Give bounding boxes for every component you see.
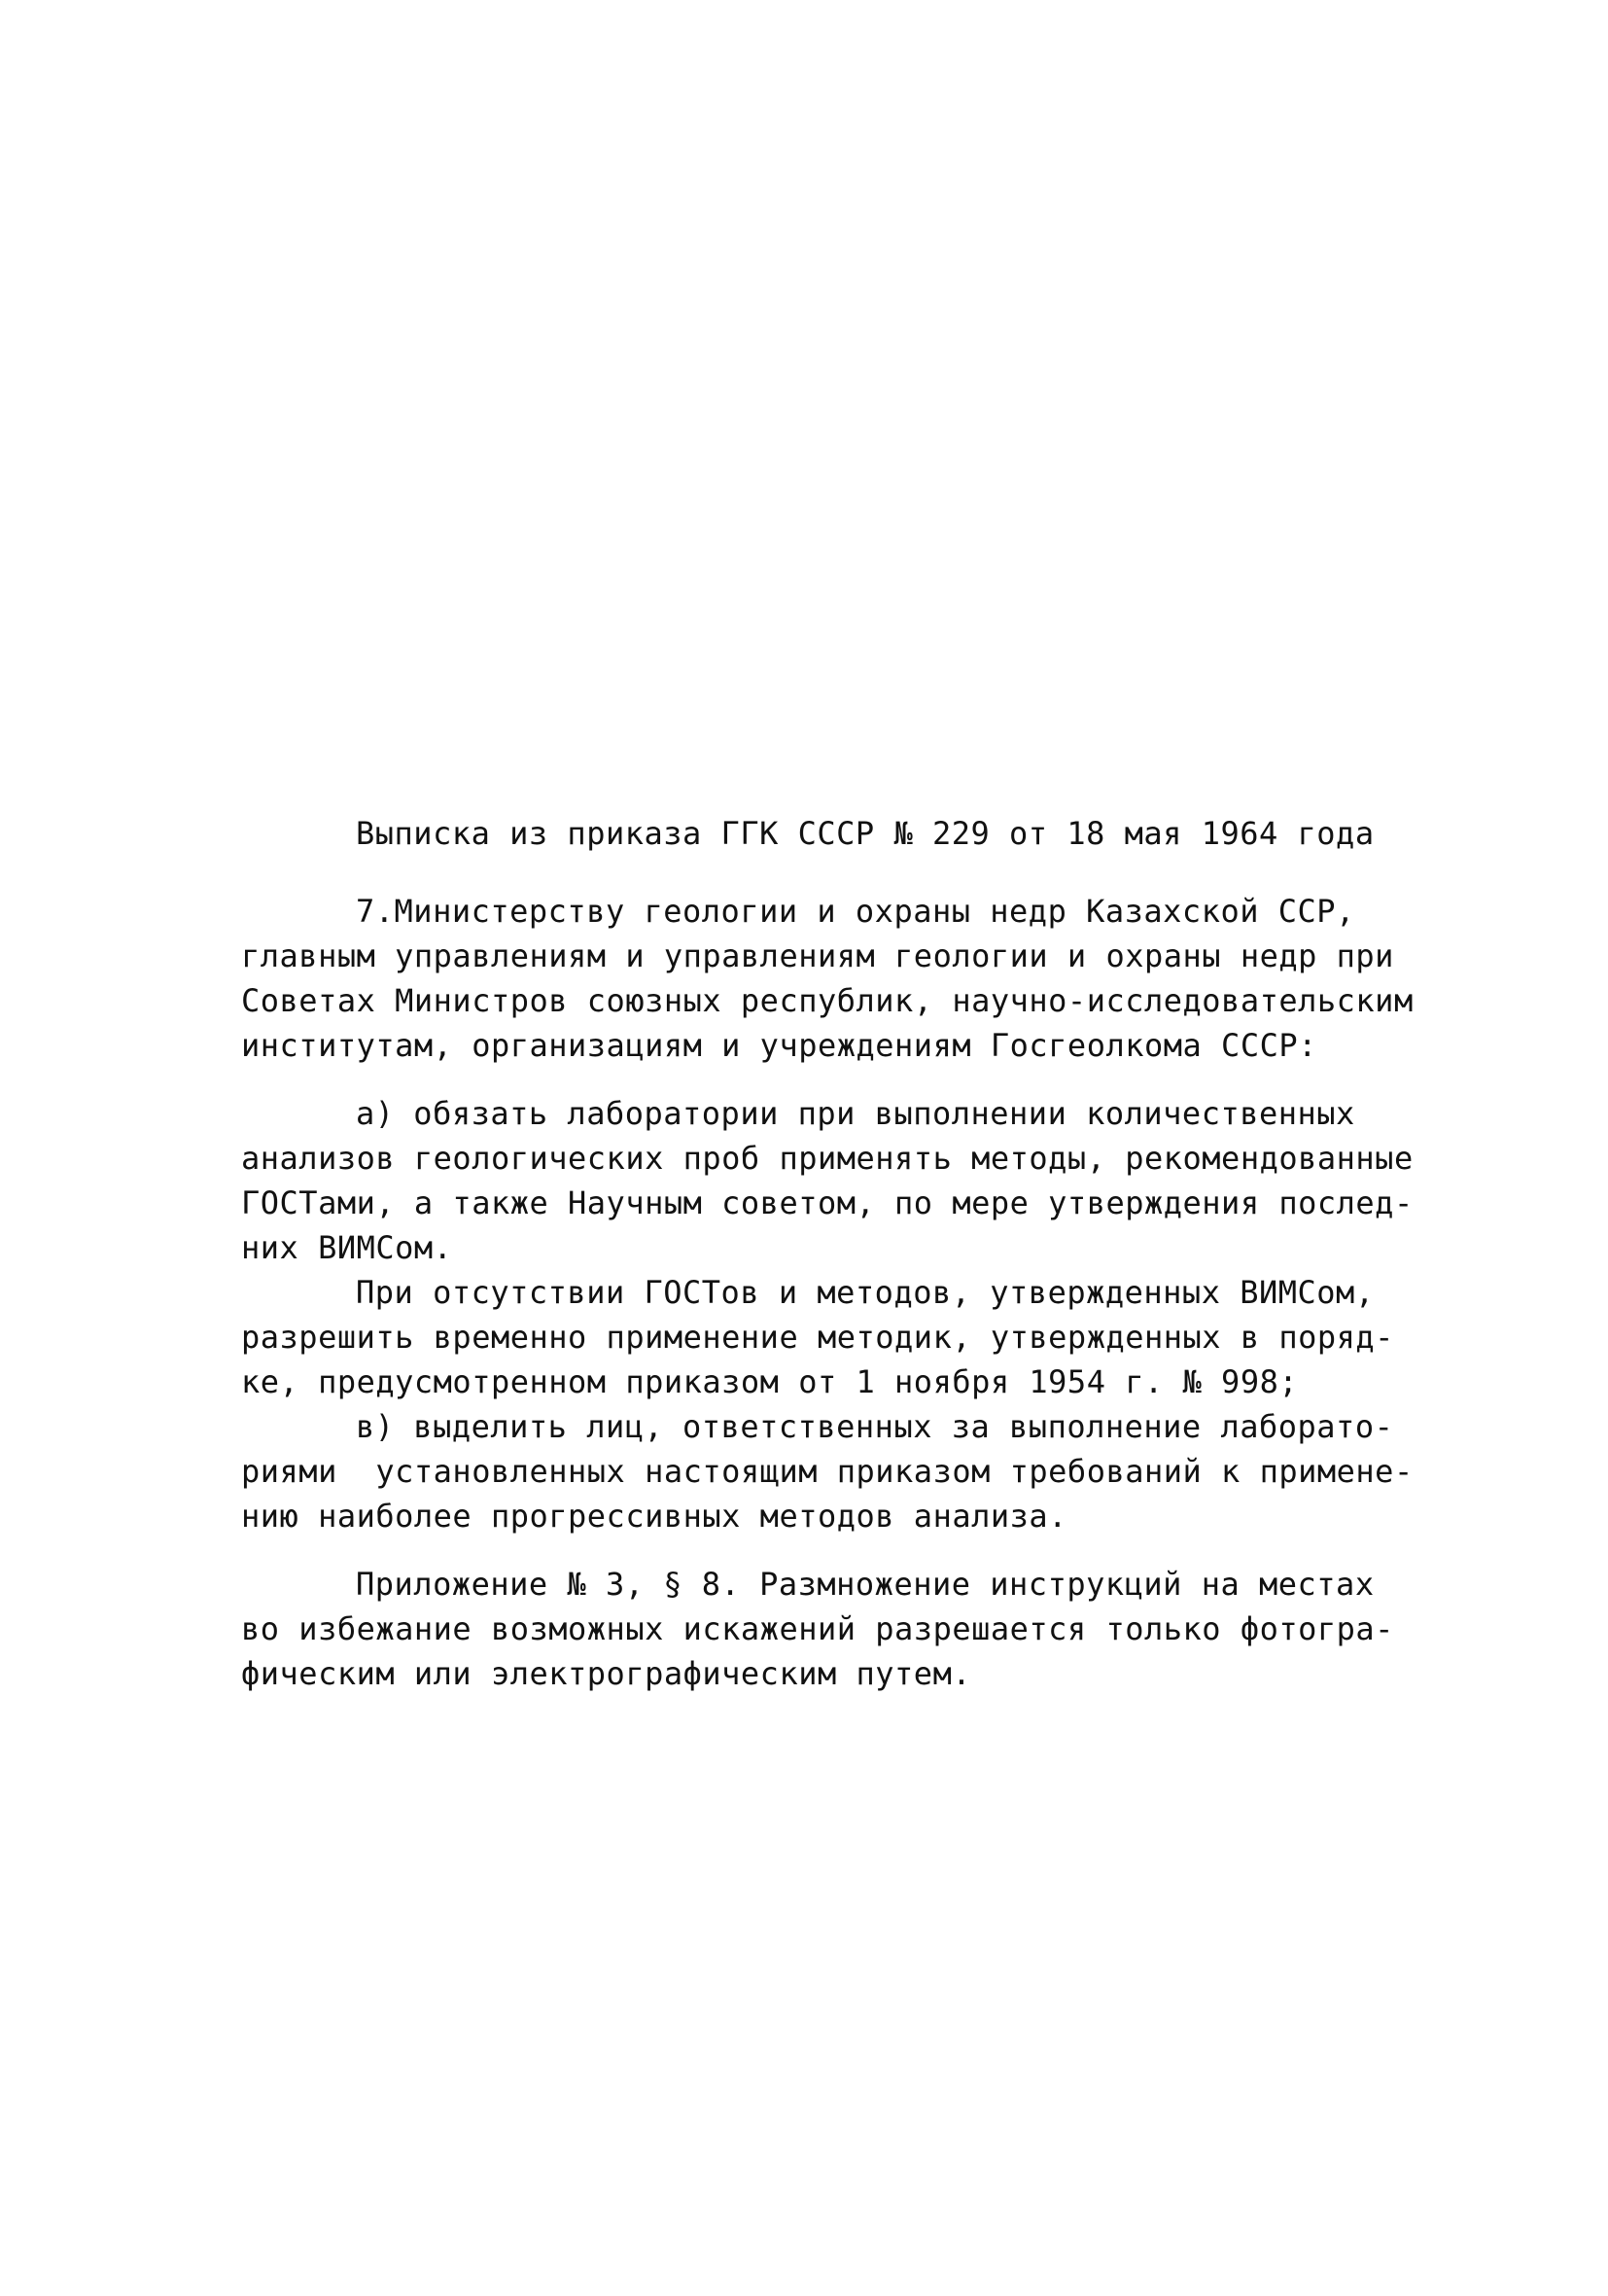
item-b bbox=[241, 1404, 1414, 1538]
paragraph-line: разрешить временно применение методик, утвержденных в поряд- bbox=[241, 1319, 1394, 1356]
paragraph-line: Советах Министров союзных республик, научно-исследовательским bbox=[241, 982, 1414, 1019]
item-a bbox=[241, 1091, 1414, 1270]
paragraph-line: При отсутствии ГОСТов и методов, утвержденных ВИМСом, bbox=[356, 1274, 1375, 1311]
paragraph-line: ГОСТами, а также Научным советом, по мере утверждения послед- bbox=[241, 1184, 1414, 1221]
paragraph-line: нию наиболее прогрессивных методов анализа. bbox=[241, 1498, 1067, 1535]
spacer bbox=[241, 1538, 1398, 1562]
paragraph-line: институтам, организациям и учреждениям Госгеолкома СССР: bbox=[241, 1027, 1317, 1064]
excerpt-heading: Выписка из приказа ГГК СССР № 229 от 18 мая 1964 года bbox=[356, 815, 1375, 852]
spacer bbox=[241, 1068, 1398, 1091]
paragraph-line: во избежание возможных искажений разрешается только фотогра- bbox=[241, 1610, 1394, 1647]
paragraph-line: главным управлениям и управлениям геологии и охраны недр при bbox=[241, 937, 1394, 974]
paragraph-line: в) выделить лиц, ответственных за выполнение лаборато- bbox=[356, 1408, 1394, 1445]
paragraph-line: 7.Министерству геологии и охраны недр Казахской ССР, bbox=[356, 893, 1355, 930]
paragraph-line: фическим или электрографическим путем. bbox=[241, 1655, 972, 1692]
order-excerpt bbox=[241, 811, 1414, 1696]
appendix-note bbox=[241, 1562, 1398, 1696]
paragraph-line: а) обязать лаборатории при выполнении количественных bbox=[356, 1095, 1355, 1132]
item-a-continuation bbox=[241, 1270, 1398, 1404]
paragraph-line: риями установленных настоящим приказом требований к примене- bbox=[241, 1453, 1414, 1490]
paragraph-7 bbox=[241, 889, 1414, 1068]
paragraph-line: ке, предусмотренном приказом от 1 ноября 1954 г. № 998; bbox=[241, 1363, 1299, 1400]
paragraph-line: них ВИМСом. bbox=[241, 1229, 453, 1266]
paragraph-line: Приложение № 3, § 8. Размножение инструкций на местах bbox=[356, 1566, 1375, 1603]
paragraph-line: анализов геологических проб применять методы, рекомендованные bbox=[241, 1140, 1414, 1177]
